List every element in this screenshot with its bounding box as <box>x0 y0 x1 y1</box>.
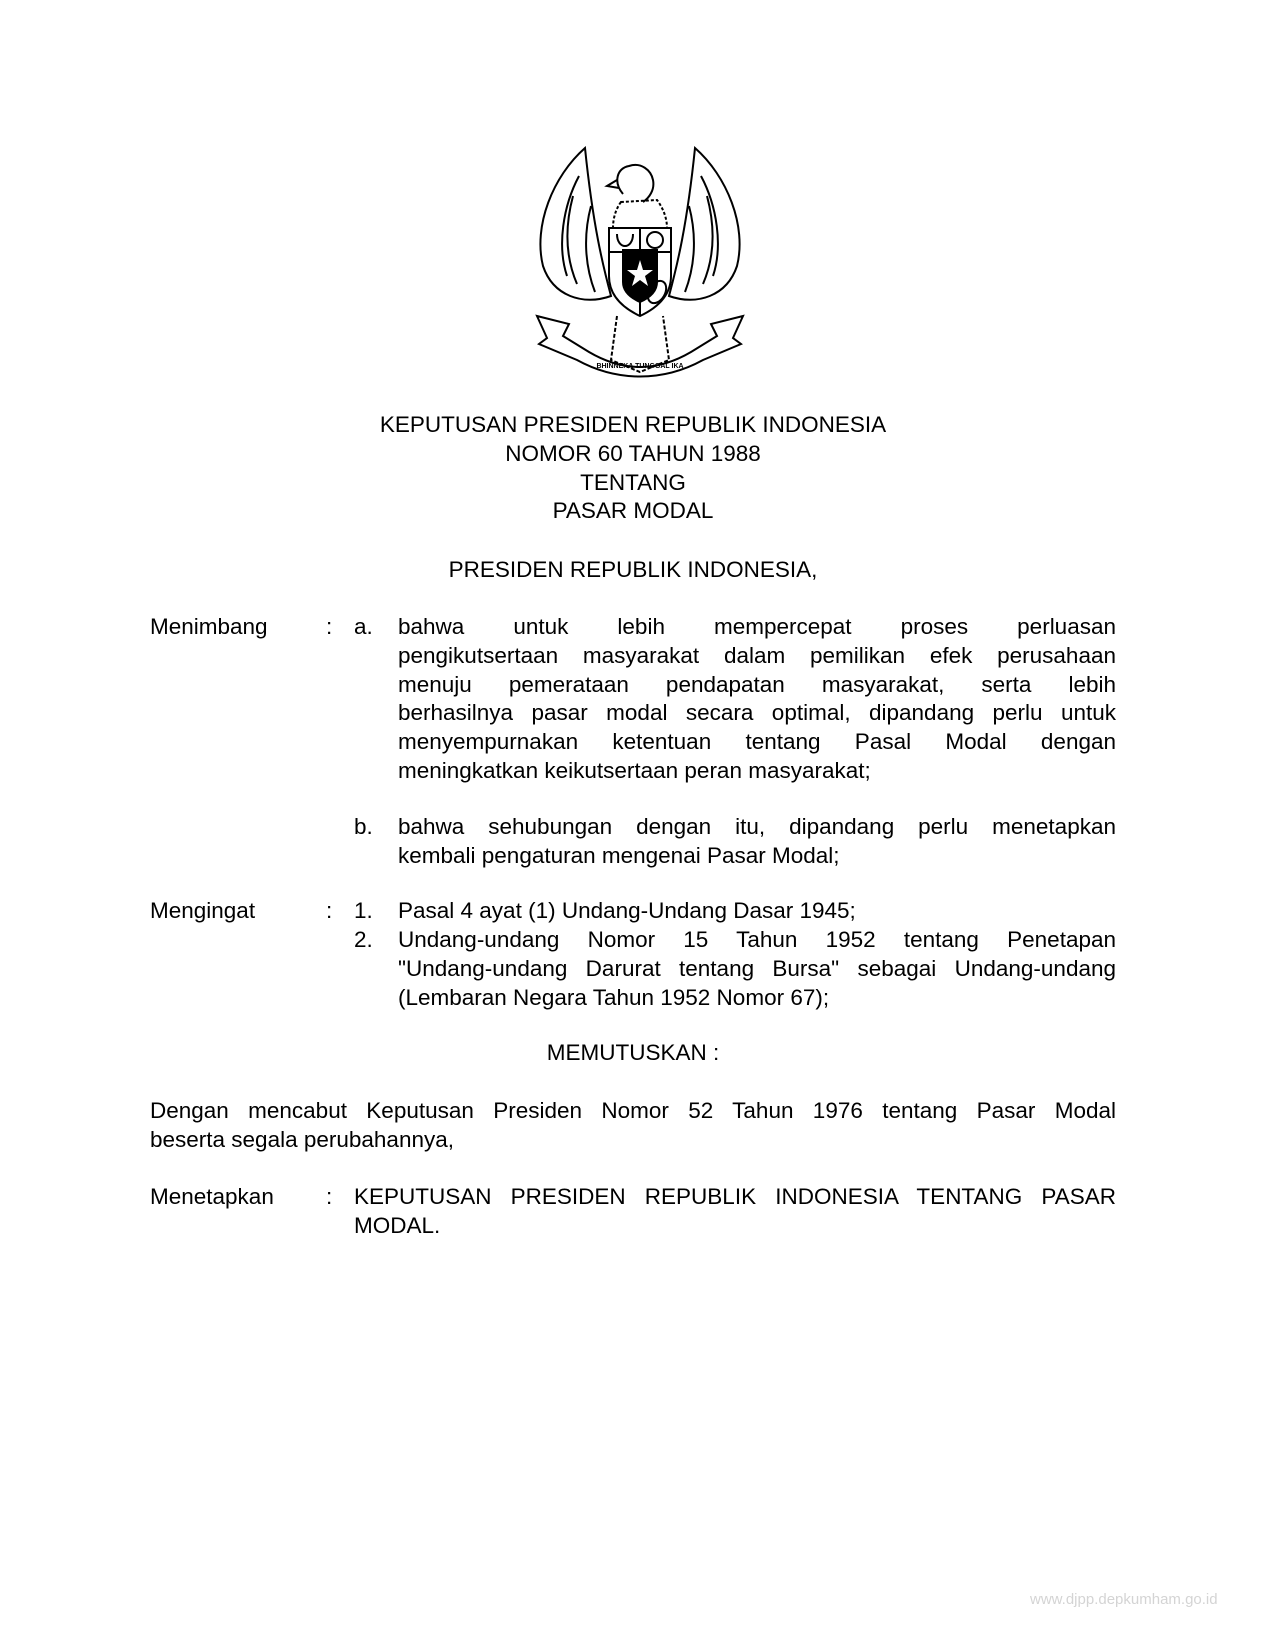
item-marker: 2. <box>354 927 373 952</box>
mengingat-item-2 <box>398 926 1116 1012</box>
text-line: berhasilnya pasar modal secara optimal, dipandang perlu untuk <box>398 700 1116 726</box>
item-marker: b. <box>354 814 373 839</box>
text-line: Dengan mencabut Keputusan Presiden Nomor 52 Tahun 1976 tentang Pasar Modal <box>150 1098 1116 1123</box>
menetapkan-label: Menetapkan <box>150 1184 274 1209</box>
text-line: KEPUTUSAN PRESIDEN REPUBLIK INDONESIA TENTANG PASAR <box>354 1184 1116 1209</box>
item-marker: a. <box>354 614 373 639</box>
document-title <box>150 411 1116 526</box>
emblem-motto: BHINNEKA TUNGGAL IKA <box>596 363 684 370</box>
revocation-clause <box>150 1097 1116 1155</box>
menimbang-item-a <box>398 613 1116 786</box>
menetapkan-text <box>354 1183 1116 1241</box>
menetapkan-colon: : <box>326 1184 333 1209</box>
text-line: Undang-undang Nomor 15 Tahun 1952 tentang Penetapan <box>398 927 1116 952</box>
mengingat-item-1 <box>398 897 1116 926</box>
item-marker: 1. <box>354 898 373 923</box>
watermark-url: www.djpp.depkumham.go.id <box>1030 1591 1218 1608</box>
text-line: meningkatkan keikutsertaan peran masyarakat; <box>398 757 871 783</box>
issuer: PRESIDEN REPUBLIK INDONESIA, <box>448 557 818 582</box>
text-line: MODAL. <box>354 1212 441 1238</box>
text-line: menuju pemerataan pendapatan masyarakat, serta lebih <box>398 671 1116 697</box>
text-line: beserta segala perubahannya, <box>150 1126 454 1152</box>
title-line: PASAR MODAL <box>552 498 714 524</box>
text-line: kembali pengaturan mengenai Pasar Modal; <box>398 842 840 868</box>
text-line: pengikutsertaan masyarakat dalam pemilikan efek perusahaan <box>398 642 1116 668</box>
text-line: bahwa sehubungan dengan itu, dipandang perlu menetapkan <box>398 814 1116 839</box>
text-line: (Lembaran Negara Tahun 1952 Nomor 67); <box>398 984 830 1010</box>
title-line: KEPUTUSAN PRESIDEN REPUBLIK INDONESIA <box>379 412 887 437</box>
title-line: NOMOR 60 TAHUN 1988 <box>505 440 761 466</box>
text-line: Pasal 4 ayat (1) Undang-Undang Dasar 1945; <box>398 898 856 923</box>
menimbang-label: Menimbang <box>150 614 268 639</box>
menimbang-colon: : <box>326 614 333 639</box>
text-line: menyempurnakan ketentuan tentang Pasal Modal dengan <box>398 729 1116 755</box>
text-line: "Undang-undang Darurat tentang Bursa" sebagai Undang-undang <box>398 955 1116 981</box>
title-line: TENTANG <box>580 469 686 495</box>
mengingat-colon: : <box>326 898 333 923</box>
memutuskan-heading: MEMUTUSKAN : <box>546 1040 720 1065</box>
menimbang-item-b <box>398 813 1116 871</box>
garuda-pancasila-emblem <box>533 146 747 382</box>
text-line: bahwa untuk lebih mempercepat proses perluasan <box>398 614 1116 639</box>
mengingat-label: Mengingat <box>150 898 256 923</box>
